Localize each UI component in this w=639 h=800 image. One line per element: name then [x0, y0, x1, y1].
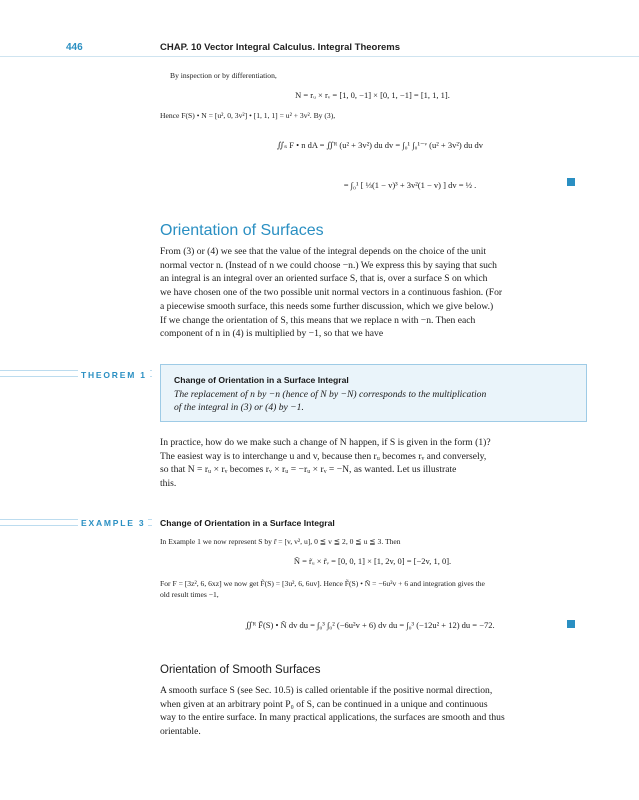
paragraph-line: this. — [160, 478, 177, 490]
example-text-line: For F = [3z², 6, 6xz] we now get F̃(S) = [3u², 6, 6uv]. Hence F̃(S) • Ñ = −6u²v + 6 and integration gives the — [160, 579, 485, 588]
theorem-box — [160, 364, 587, 422]
paragraph-line: A smooth surface S (see Sec. 10.5) is called orientable if the positive normal direction, — [160, 685, 493, 696]
theorem-text-line: The replacement of n by −n (hence of N by −N) corresponds to the multiplication — [174, 389, 487, 400]
theorem-label: THEOREM 1 — [78, 370, 150, 380]
page-number: 446 — [66, 42, 83, 53]
intro-text: By inspection or by differentiation, — [170, 71, 277, 80]
example-title: Change of Orientation in a Surface Integral — [160, 518, 335, 528]
paragraph-line: The easiest way is to interchange u and v, because then rᵤ becomes rᵥ and conversely, — [160, 450, 487, 462]
example-label: EXAMPLE 3 — [78, 518, 148, 528]
paragraph-line: an integral is an integral over an oriented surface S, that is, over a surface S on which — [160, 273, 488, 285]
practice-paragraph — [160, 436, 585, 491]
paragraph-line: orientable. — [160, 726, 201, 738]
section-paragraph — [160, 245, 585, 341]
paragraph-line: when given at an arbitrary point P₀ of S, can be continued in a unique and continuous — [160, 698, 488, 710]
paragraph-line: way to the entire surface. In many practical applications, the surfaces are smooth and thus — [160, 712, 505, 724]
example-text-2 — [160, 578, 585, 600]
paragraph-line: we have chosen one of the two possible unit normal vectors in a continuous fashion. (For — [160, 287, 503, 299]
theorem-title: Change of Orientation in a Surface Integral — [174, 375, 349, 385]
example-text-line: old result times −1, — [160, 590, 219, 599]
intro-text-2: Hence F(S) • N = [u², 0, 3v²] • [1, 1, 1] = u² + 3v². By (3), — [160, 111, 336, 120]
paragraph-line: normal vector n. (Instead of n we could choose −n.) We express this by saying that such — [160, 259, 497, 271]
example-text: In Example 1 we now represent S by r̃ = [v, v², u], 0 ≦ v ≦ 2, 0 ≦ u ≦ 3. Then — [160, 537, 401, 546]
example-equation-normal: Ñ = r̃ᵤ × r̃ᵥ = [0, 0, 1] × [1, 2v, 0] = [−2v, 1, 0]. — [293, 556, 452, 566]
header-rule — [0, 56, 639, 57]
theorem-text-line: of the integral in (3) or (4) by −1. — [174, 402, 304, 413]
paragraph-line: a piecewise smooth surface, this needs some further discussion, which we give below.) — [160, 300, 494, 312]
paragraph-line: component of n in (4) is multiplied by −1, so that we have — [160, 328, 384, 340]
running-head: CHAP. 10 Vector Integral Calculus. Integral Theorems — [160, 42, 401, 53]
section-title: Orientation of Surfaces — [160, 222, 324, 239]
subsection-title: Orientation of Smooth Surfaces — [160, 664, 321, 676]
paragraph-line: In practice, how do we make such a change of N happen, if S is given in the form (1)? — [160, 437, 491, 448]
paragraph-line: From (3) or (4) we see that the value of the integral depends on the choice of the unit — [160, 246, 487, 257]
equation-normal: N = rᵤ × rᵥ = [1, 0, −1] × [0, 1, −1] = [1, 1, 1]. — [295, 90, 450, 100]
paragraph-line: so that N = rᵤ × rᵥ becomes rᵥ × rᵤ = −rᵤ × rᵥ = −N, as wanted. Let us illustrate — [160, 464, 457, 476]
equation-integral-2: = ∫₀¹ [ ⅓(1 − v)³ + 3v²(1 − v) ] dv = ½ . — [343, 180, 477, 190]
example-equation-integral: ∬ᴿ F̃(S) • Ñ dv du = ∫₀³ ∫₀² (−6u²v + 6) dv du = ∫₀³ (−12u² + 12) du = −72. — [245, 620, 495, 630]
end-of-example-marker — [567, 178, 575, 186]
theorem-text — [174, 388, 572, 414]
equation-integral-1: ∬ₛ F • n dA = ∬ᴿ (u² + 3v²) du dv = ∫₀¹ ∫₀¹⁻ᵛ (u² + 3v²) du dv — [277, 140, 483, 150]
end-of-example-marker — [567, 620, 575, 628]
paragraph-line: If we change the orientation of S, this means that we replace n with −n. Then each — [160, 314, 476, 326]
subsection-paragraph — [160, 684, 585, 739]
